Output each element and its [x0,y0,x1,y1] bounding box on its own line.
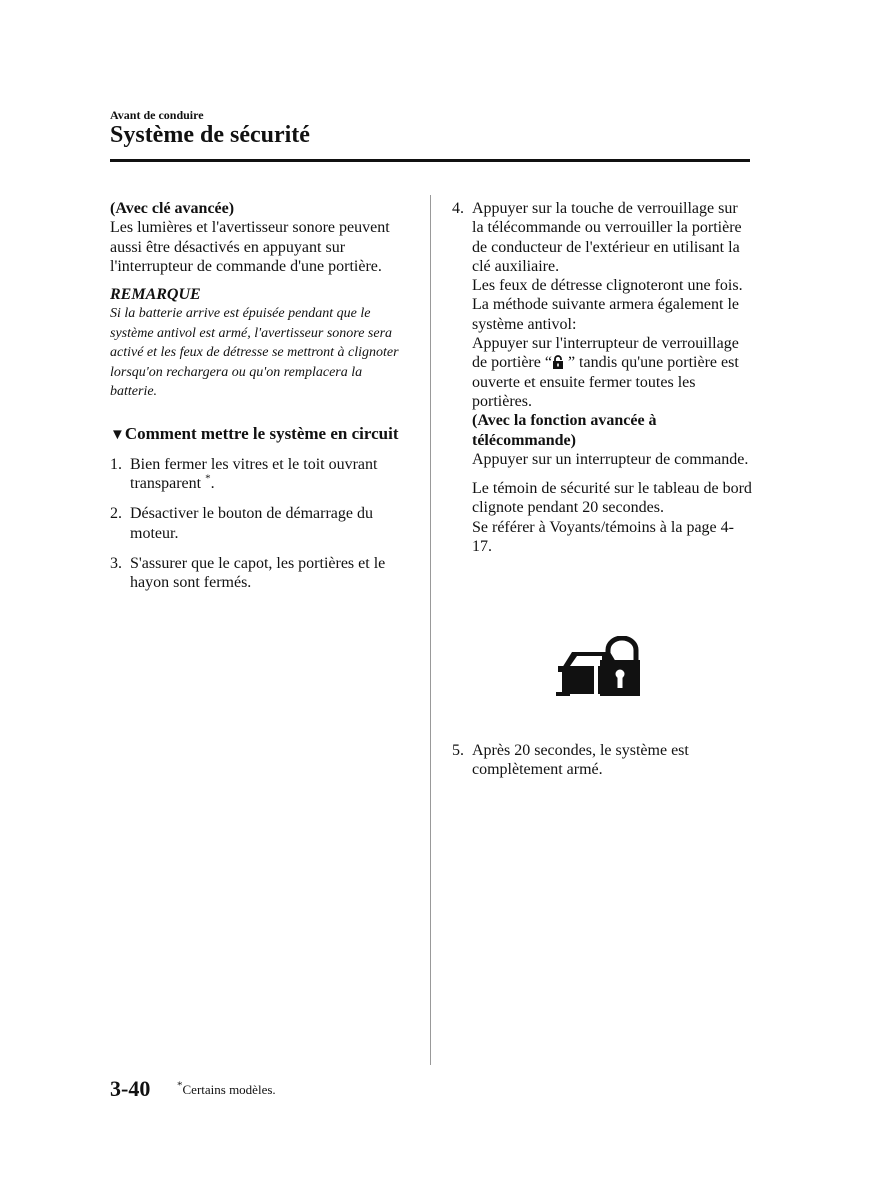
step4-p4-after: ” tandis qu'une portière est ouverte et ensuite fermer toutes les portières. [472,354,739,410]
step-text [472,199,752,556]
advanced-key-heading: (Avec clé avancée) [110,200,235,217]
step5 [452,741,752,791]
step4-p3: La méthode suivante armera également le système antivol: [472,296,739,333]
step-number: 2. [110,505,122,523]
advanced-remote-heading: (Avec la fonction avancée à télécommande) [472,412,657,449]
spacer [472,469,752,479]
list-item [452,741,752,780]
list-item [110,455,410,494]
triangle-down-icon: ▼ [110,426,125,443]
step-text-main: Bien fermer les vitres et le toit ouvrant transparent [130,455,378,493]
reference-text: Se référer à Voyants/témoins à la page 4-17. [472,518,734,556]
step4-p2: Les feux de détresse clignoteront une fois. [472,277,743,295]
lock-icon [552,355,564,369]
right-column [452,199,752,567]
note-text: Si la batterie arrive est épuisée pendant que le système antivol est armé, l'avertisseur sonore sera activé et les feux de détresse se mettront à clignoter lorsqu'on rechargera ou qu'on remplacera la batterie. [110,306,399,400]
step4-p4 [472,334,752,411]
footnote-mark: * [205,472,211,485]
step-number: 4. [452,200,464,217]
step4-p4-before: Appuyer sur l'interrupteur de verrouillage de portière “ [472,335,739,372]
step-number: 3. [110,555,122,572]
page-title: Système de sécurité [110,122,310,148]
step4-p1: Appuyer sur la touche de verrouillage sur la télécommande ou verrouiller la portière de conducteur de l'extérieur en utilisant la clé auxiliaire. [472,200,742,275]
step-text: S'assurer que le capot, les portières et le hayon sont fermés. [130,555,386,592]
footnote-text: Certains modèles. [182,1082,276,1097]
step-number: 1. [110,455,122,473]
step-text: Désactiver le bouton de démarrage du moteur. [130,505,374,542]
page-number: 3-40 [110,1076,151,1101]
subheading-text: Comment mettre le système en circuit [124,423,399,443]
advanced-key-text: Les lumières et l'avertisseur sonore peuvent aussi être désactivés en appuyant sur l'interrupteur de commande d'une portière. [110,219,390,275]
subheading [110,424,410,445]
note-title: REMARQUE [110,286,201,304]
step-text: Après 20 secondes, le système est complètement armé. [472,742,689,779]
list-item [110,554,410,593]
column-divider [430,195,431,1065]
step-suffix: . [210,475,215,493]
car-lock-indicator-icon [556,636,640,698]
footnote [177,1079,276,1098]
step-text [130,455,410,494]
left-column [110,199,410,604]
section-label: Avant de conduire [110,108,204,122]
advanced-remote-text: Appuyer sur un interrupteur de commande. [472,450,749,468]
indicator-text: Le témoin de sécurité sur le tableau de bord clignote pendant 20 secondes. [472,480,752,517]
step-number: 5. [452,742,464,759]
list-item [110,504,410,543]
footnote-mark: * [177,1079,183,1092]
list-item [452,199,752,556]
title-rule [110,159,750,162]
